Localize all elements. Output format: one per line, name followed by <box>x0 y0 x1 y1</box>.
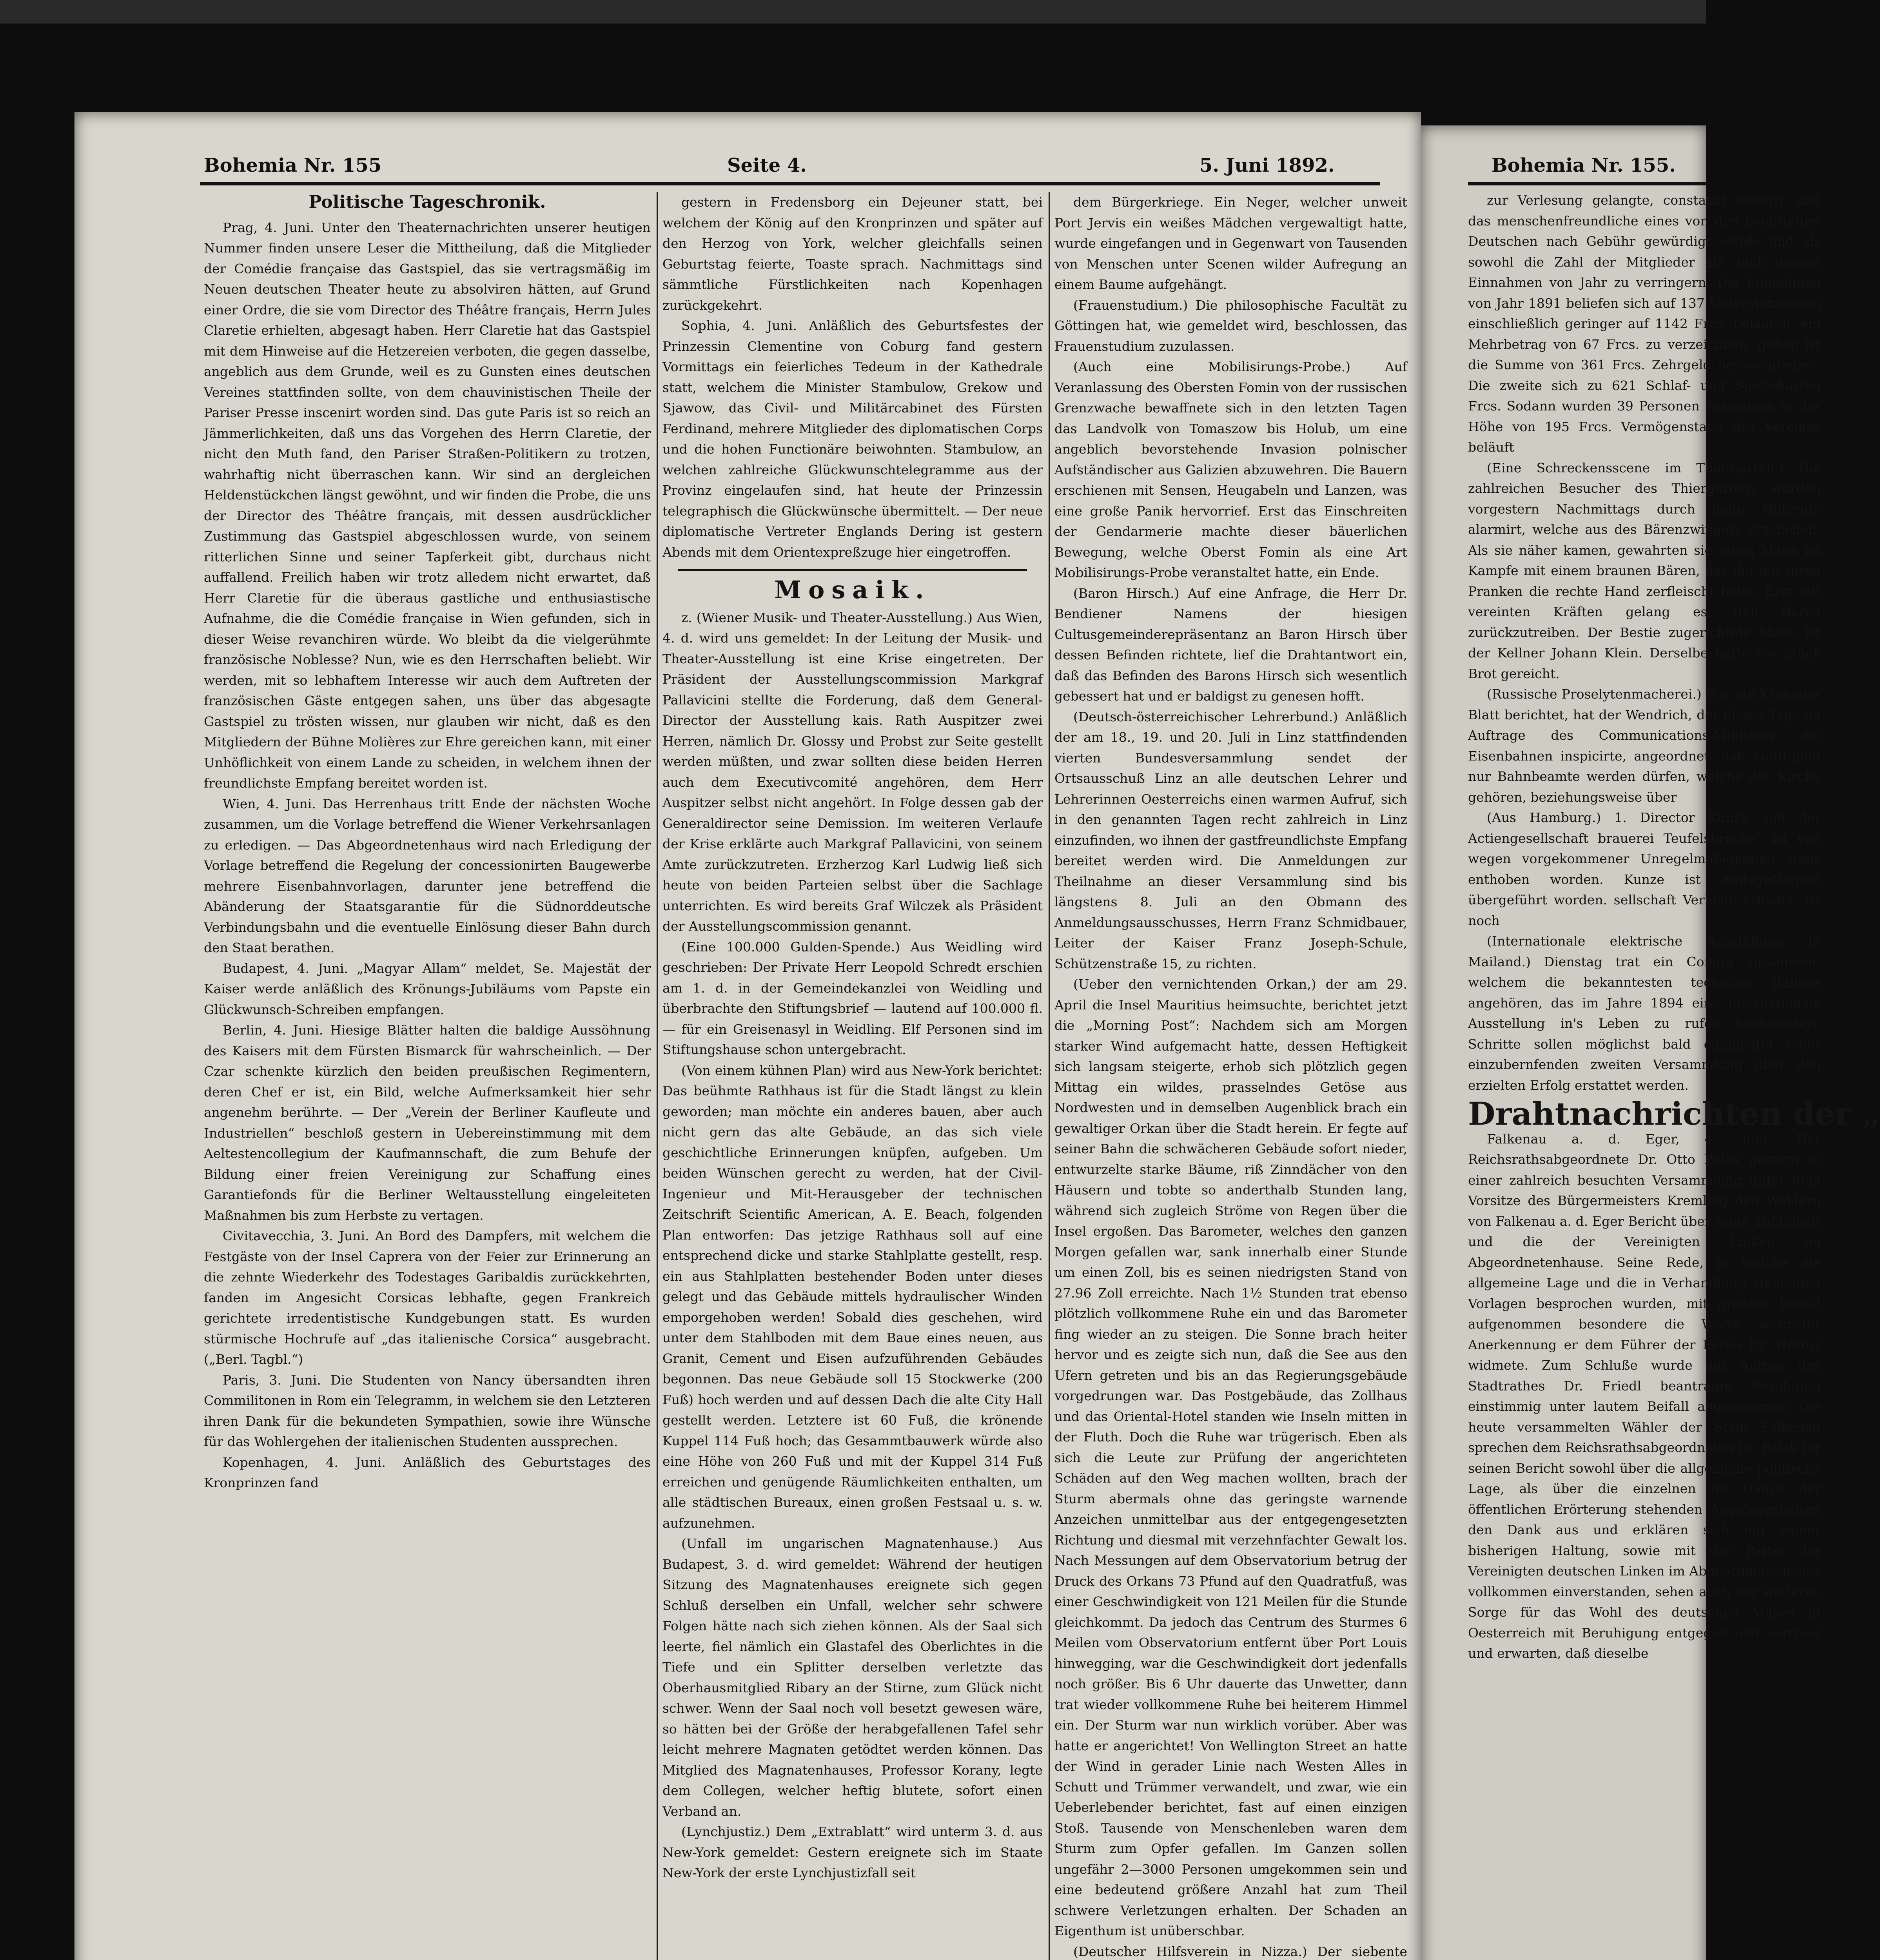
article-hilfsverein-cont: zur Verlesung gelangte, constatirt bauern, daß das menschenfreundliche eines von den bemittelten Deutschen nach Gebühr gewürdigt werde und als sowohl die Zahl der Mitglieder als auch dessen Einnahmen von Jahr zu verringern. Die Einnahmen von Jahr 1891 beliefen sich auf 137 Unterstützungen einschließlich geringer auf 1142 Frcs. belaufen, ein Mehrbetrag von 67 Frcs. zu verzeichnen; gaben ist die Summe von 361 Frcs. Zehrgeld hervorzuheben. Die zweite sich zu 621 Schlaf- und Speisekarten Frcs. Sodann wurden 39 Personen zusammen in der Höhe von 195 Frcs. Vermögenstand des Vereines beläuft <box>1468 192 1821 455</box>
article-musik-ausstellung: z. (Wiener Musik- und Theater-Ausstellung.) Aus Wien, 4. d. wird uns gemeldet: In der Leitung der Musik- und Theater-Ausstellung ist eine Krise eingetreten. Der Präsident der Ausstellungscommission Markgraf Pallavicini stellte die Forderung, daß dem General-Director der Ausstellung kais. Rath Auspitzer zwei Herren, nämlich Dr. Glossy und Probst zur Seite gestellt werden müßten, und zwar sollten diese beiden Herren auch dem Executivcomité angehören, dem Herr Auspitzer selbst nicht angehört. In Folge dessen gab der Generaldirector seine Demission. Im weiteren Verlaufe der Krise erklärte auch Markgraf Pallavicini, von seinem Amte zurückzutreten. Erzherzog Karl Ludwig ließ sich heute von beiden Parteien selbst über die Sachlage unterrichten. Es wird bereits Graf Wilczek als Präsident der Ausstellungscommission genannt. <box>662 610 1043 934</box>
article-kopenhagen-cont: gestern in Fredensborg ein Dejeuner statt, bei welchem der König auf den Kronprinzen und später auf den Herzog von York, welcher gleichfalls seinen Geburtstag feierte, Toaste sprach. Nachmittags sind sämmtliche Fürstlichkeiten nach Kopenhagen zurückgekehrt. <box>662 194 1043 313</box>
article-elektrische-ausstellung: (Internationale elektrische Ausstellung in Mailand.) Dienstag trat ein Comité zusammen, welchem die bekanntesten techniker Italiens angehören, das im Jahre 1894 eine internationale Ausstellung in's Leben zu rufen beabsichtigt. Schritte sollen möglichst bald eingeleitet einer einzubernfenden zweiten Versammlung über den erzielten Erfolg erstattet werden. <box>1468 933 1821 1093</box>
article-sophia: Sophia, 4. Juni. Anläßlich des Geburtsfestes der Prinzessin Clementine von Coburg fand gestern Vormittags ein feierliches Tedeum in der Kathedrale statt, welchem die Minister Stambulow, Grekow und Sjawow, das Civil- und Militärcabinet des Fürsten Ferdinand, mehrere Mitglieder des diplomatischen Corps und die hohen Functionäre beiwohnten. Stambulow, an welchen zahlreiche Glückwunschtelegramme aus der Provinz eingelaufen sind, hat heute der Prinzessin telegraphisch die Glückwünsche übermittelt. — Der neue diplomatische Vertreter Englands Dering ist gestern Abends mit dem Orientexpreßzuge hier eingetroffen. <box>662 318 1043 560</box>
article-lynchjustiz: (Lynchjustiz.) Dem „Extrablatt“ wird unterm 3. d. aus New-York gemeldet: Gestern ereignete sich im Staate New-York der erste Lynchjustizfall seit <box>662 1824 1043 1880</box>
article-falkenau: Falkenau a. d. Eger, 4. Juni. Der Reichsrathsabgeordnete Dr. Otto Polak gestern in einer zahlreich besuchten Versammlung unter dem Vorsitze des Bürgermeisters Kremling den Wählern von Falkenau a. d. Eger Bericht über seine Thätigkeit und die der Vereinigten Linken im Abgeordnetenhause. Seine Rede, in welche die allgemeine Lage und die in Verhandlung stehenden Vorlagen besprochen wurden, mit großem Beifall aufgenommen besondere die Worte wärmster Anerkennung er dem Führer der Partei Dr. Herbst widmete. Zum Schluße wurde auf Antrag des Stadtrathes Dr. Friedl beantragte Resolution einstimmig unter lautem Beifall angenommen: Die heute versammelten Wähler der Stadt Falkenau sprechen dem Reichsrathsabgeordneten Dr. Polak für seinen Bericht sowohl über die allgemeine politische Lage, als über die einzelnen im Hause der öffentlichen Erörterung stehenden Angelegenheiten den Dank aus und erklären sich mit seiner bisherigen Haltung, sowie mit der Partei der Vereinigten deutschen Linken im Abgeordnetenhause vollkommen einverstanden, sehen auch der weiteren Sorge für das Wohl des deutschen Volkes in Oesterreich mit Beruhigung entgegen und vertraut und erwarten, daß dieselbe <box>1468 1131 1821 1661</box>
article-hilfsverein-nizza: (Deutscher Hilfsverein in Nizza.) Der siebente <box>1073 1944 1407 1959</box>
right-column <box>1468 190 1880 1960</box>
right-page-header: Bohemia Nr. 155. <box>1492 154 1676 176</box>
article-prag: Prag, 4. Juni. Unter den Theaternachrichten unserer heutigen Nummer finden unsere Leser die Mittheilung, daß die Mitglieder der Comédie française das Gastspiel, das sie vertragsmäßig im Neuen deutschen Theater heute zu absolviren hätten, auf Grund einer Ordre, die sie vom Director des Théâtre français, Herrn Jules Claretie erhielten, abgesagt haben. Herr Claretie hat das Gastspiel mit dem Hinweise auf die Hetzereien verboten, die gegen dasselbe, angeblich aus dem Grunde, weil es zu Gunsten eines deutschen Vereines stattfinden sollte, von dem chauvinistischen Theile der Pariser Presse inscenirt worden sind. Das gute Paris ist so reich an Jämmerlichkeiten, daß uns das Vorgehen des Herrn Claretie, der nicht den Muth fand, den Pariser Straßen-Politikern zu trotzen, wahrhaftig nicht überraschen kann. Wir sind an dergleichen Heldenstückchen längst gewöhnt, und wir finden die Probe, die uns der Director des Théâtre français, mit dessen ausdrücklicher Zustimmung das Gastspiel abgeschlossen wurde, von seinem ritterlichen Sinne und seiner Tapferkeit gibt, durchaus nicht auffallend. Freilich haben wir trotz alledem nicht erwartet, daß Herr Claretie für die überaus gastliche und enthusiastische Aufnahme, die die Comédie française in Wien gefunden, sich in dieser Weise revanchiren würde. Wo bleibt da die vielgerühmte französische Noblesse? Nun, wie es den Herrschaften beliebt. Wir werden, mit so lebhaftem Interesse wir auch dem Auftreten der französischen Gäste entgegen sahen, uns über das abgesagte Gastspiel zu trösten wissen, nur glauben wir nicht, daß es den Mitgliedern der Bühne Molières zur Ehre gereichen kann, mit einer Unhöflichkeit von einem Lande zu scheiden, in welchem ihnen der freundlichste Empfang bereitet worden ist. <box>204 220 651 791</box>
article-schreckensscene: (Eine Schreckensscene im Thiergarten.) Die zahlreichen Besucher des Thiergartens wurden vorgestern Nachmittags durch laute Hilferufe alarmirt, welche aus des Bärenzwingers erschollen. Als sie näher kamen, gewahrten sie einen Mann im Kampfe mit einem braunen Bären, der ihn mit ihren Pranken die rechte Hand zerfleischt hatte. Erst mit vereinten Kräften gelang es, den Bären zurückzutreiben. Der Bestie zugerichtete Mann ist der Kellner Johann Klein. Derselbe hatte ein Stück Brot gereicht. <box>1468 460 1821 681</box>
article-budapest: Budapest, 4. Juni. „Magyar Allam“ meldet, Se. Majestät der Kaiser werde anläßlich des Krönungs-Jubiläums vom Papste ein Glückwunsch-Schreiben empfangen. <box>204 960 651 1017</box>
header-center: Seite 4. <box>727 154 807 176</box>
article-berlin: Berlin, 4. Juni. Hiesige Blätter halten die baldige Aussöhnung des Kaisers mit dem Fürsten Bismarck für wahrscheinlich. — Der Czar schenkte kürzlich den beiden preußischen Regimentern, deren Chef er ist, ein Bild, welche Aufmerksamkeit hier sehr angenehm berührte. — Der „Verein der Berliner Kaufleute und Industriellen“ beschloß gestern in Uebereinstimmung mit dem Aeltestencollegium der Kaufmannschaft, die zum Behufe der Bildung einer freien Vereinigung zur Schaffung eines Garantiefonds für die Berliner Weltausstellung eingeleiteten Maßnahmen bis zum Herbste zu vertagen. <box>204 1022 651 1223</box>
article-mobilisirungs-probe: (Auch eine Mobilisirungs-Probe.) Auf Veranlassung des Obersten Fomin von der russischen Grenzwache bewaffnete sich in den letzten Tagen das Landvolk von Tomaszow bis Holub, um eine angeblich bevorstehende Invasion polnischer Aufständischer aus Galizien abzuwehren. Die Bauern erschienen mit Sensen, Heugabeln und Lanzen, was eine große Panik hervorrief. Erst das Einschreiten der Gendarmerie machte dieser bäuerlichen Bewegung, welche Oberst Fomin als eine Art Mobilisirungs-Probe veranstaltet hatte, ein Ende. <box>1054 359 1407 580</box>
article-proselyten: (Russische Proselytenmacherei.) Wie ein Krakauer Blatt berichtet, hat der Wendrich, der dieser Tage im Auftrage des Communications-Ministers die Eisenbahnen inspicirte, angeordnet, daß künftighin nur Bahnbeamte werden dürfen, welche der Kirche gehören, beziehungsweise über <box>1468 686 1821 805</box>
article-orkan: (Ueber den vernichtenden Orkan,) der am 29. April die Insel Mauritius heimsuchte, berichtet jetzt die „Morning Post“: Nachdem sich am Morgen starker Wind aufgemacht hatte, dessen Heftigkeit sich langsam steigerte, erhob sich plötzlich gegen Mittag ein wildes, prasselndes Getöse aus Nordwesten und in demselben Augenblick brach ein gewaltiger Orkan über die Stadt herein. Er fegte auf seiner Bahn die schwächeren Gebäude sofort nieder, entwurzelte starke Bäume, riß Zinndächer von den Häusern und tobte so anderthalb Stunden lang, während sich zugleich Ströme von Regen über die Insel ergoßen. Das Barometer, welches den ganzen Morgen gefallen war, sank innerhalb einer Stunde um einen Zoll, bis es seinen niedrigsten Stand von 27.96 Zoll erreichte. Nach 1½ Stunden trat ebenso plötzlich vollkommene Ruhe ein und das Barometer fing wieder an zu steigen. Die Sonne brach heiter hervor und es zeigte sich nun, daß die See aus den Ufern getreten und bis an das Regierungsgebäude vorgedrungen war. Das Postgebäude, das Zollhaus und das Oriental-Hotel standen wie Inseln mitten in der Fluth. Doch die Ruhe war trügerisch. Eben als sich die Leute zur Prüfung der angerichteten Schäden auf den Weg machen wollten, brach der Sturm abermals ohne das geringste warnende Anzeichen unmittelbar aus der entgegengesetzten Richtung und diesmal mit verzehnfachter Gewalt los. Nach Messungen auf dem Observatorium betrug der Druck des Orkans 73 Pfund auf den Quadratfuß, was einer Geschwindigkeit von 121 Meilen für die Stunde gleichkommt. Da jedoch das Centrum des Sturmes 6 Meilen vom Observatorium entfernt über Port Louis hinwegging, war die Geschwindigkeit dort jedenfalls noch größer. Bis 6 Uhr dauerte das Unwetter, dann trat wieder vollkommene Ruhe bei heiterem Himmel ein. Der Sturm war nun wirklich vorüber. Aber was hatte er angerichtet! Von Wellington Street an hatte der Wind in gerader Linie nach Westen Alles in Schutt und Trümmer verwandelt, und zwar, wie ein Ueberlebender berichtet, fast auf einen einzigen Stoß. Tausende von Menschenleben waren dem Sturm zum Opfer gefallen. Im Ganzen sollen ungefähr 2—3000 Personen umgekommen sein und eine bedeutend größere Anzahl hat zum Theil schwere Verletzungen erhalten. Der Schaden an Eigenthum ist unüberschbar. <box>1054 976 1407 1938</box>
newspaper-page-right <box>1421 125 1880 1960</box>
article-lynchjustiz-cont: dem Bürgerkriege. Ein Neger, welcher unweit Port Jervis ein weißes Mädchen vergewaltigt hatte, wurde eingefangen und in Gegenwart von Tausenden von Menschen unter Scenen wilder Aufregung an einem Baume aufgehängt. <box>1054 194 1407 292</box>
column-divider-1 <box>657 192 658 1960</box>
column-1 <box>204 192 651 1960</box>
film-edge-top <box>0 0 1706 24</box>
article-gulden-spende: (Eine 100.000 Gulden-Spende.) Aus Weidling wird geschrieben: Der Private Herr Leopold Schredt erschien am 1. d. in der Gemeindekanzlei von Weidling und überbrachte den Stiftungsbrief — lautend auf 100.000 fl. — für ein Greisenasyl in Weidling. Elf Personen sind im Stiftungshause schon untergebracht. <box>662 939 1043 1057</box>
article-kopenhagen: Kopenhagen, 4. Juni. Anläßlich des Geburtstages des Kronprinzen fand <box>204 1454 651 1490</box>
header-left: Bohemia Nr. 155 <box>204 154 382 176</box>
section-heading-mosaik: Mosaik. <box>774 575 931 604</box>
newspaper-page-left <box>74 112 1421 1960</box>
article-hamburg: (Aus Hamburg.) 1. Director Kunze von der Actiengesellschaft brauerei Teufelsbrücke“ ist von wegen vorgekommener Unregelmäßigkeiten stens enthoben worden. Kunze ist Amtsgefängniß übergeführt worden. sellschaft Verluste erleidet, ist noch <box>1468 810 1821 928</box>
header-right: 5. Juni 1892. <box>1199 154 1335 176</box>
article-frauenstudium: (Frauenstudium.) Die philosophische Facultät zu Göttingen hat, wie gemeldet wird, beschlossen, das Frauenstudium zuzulassen. <box>1054 297 1407 354</box>
article-paris: Paris, 3. Juni. Die Studenten von Nancy übersandten ihren Commilitonen in Rom ein Telegramm, in welchem sie den Letzteren ihren Dank für die bekundeten Sympathien, sowie ihre Wünsche für das Wohlergehen der italienischen Studenten aussprechen. <box>204 1372 651 1449</box>
column-3 <box>1054 192 1407 1960</box>
article-civitavecchia: Civitavecchia, 3. Juni. An Bord des Dampfers, mit welchem die Festgäste von der Insel Caprera von der Feier zur Erinnerung an die zehnte Wiederkehr des Todestages Garibaldis zurückkehrten, fanden im Angesicht Corsicas lebhafte, gegen Frankreich gerichtete irredentistische Kundgebungen statt. Es wurden stürmische Hochrufe auf „das italienische Corsica“ ausgebracht. („Berl. Tagbl.“) <box>204 1228 651 1367</box>
article-magnatenhaus: (Unfall im ungarischen Magnatenhause.) Aus Budapest, 3. d. wird gemeldet: Während der heutigen Sitzung des Magnatenhauses ereignete sich gegen Schluß derselben ein Unfall, welcher sehr schwere Folgen hätte nach sich ziehen können. Als der Saal sich leerte, fiel nämlich ein Glastafel des Oberlichtes in die Tiefe und ein Splitter derselben verletzte das Oberhausmitglied Ribary an der Stirne, zum Glück nicht schwer. Wenn der Saal noch voll besetzt gewesen wäre, so hätten bei der Größe der herabgefallenen Tafel sehr leicht mehrere Magnaten getödtet werden können. Das Mitglied des Magnatenhauses, Professor Korany, legte dem Collegen, welcher heftig blutete, sofort einen Verband an. <box>662 1536 1043 1819</box>
column-divider-2 <box>1049 192 1050 1960</box>
article-wien: Wien, 4. Juni. Das Herrenhaus tritt Ende der nächsten Woche zusammen, um die Vorlage betreffend die Wiener Verkehrsanlagen zu erledigen. — Das Abgeordnetenhaus wird nach Erledigung der Vorlage betreffend die Regelung der concessionirten Baugewerbe mehrere Eisenbahnvorlagen, darunter jene betreffend die Abänderung der Staatsgarantie für die Südnorddeutsche Verbindungsbahn und die eventuelle Einlösung dieser Bahn durch den Staat berathen. <box>204 796 651 955</box>
section-separator <box>678 569 1027 571</box>
article-baron-hirsch: (Baron Hirsch.) Auf eine Anfrage, die Herr Dr. Bendiener Namens der hiesigen Cultusgemeinderepräsentanz an Baron Hirsch über dessen Befinden richtete, lief die Drahtantwort ein, daß das Befinden des Barons Hirsch sich wesentlich gebessert hat und er baldigst zu genesen hofft. <box>1054 585 1407 704</box>
column-2 <box>662 192 1043 1960</box>
article-lehrerbund: (Deutsch-österreichischer Lehrerbund.) Anläßlich der am 18., 19. und 20. Juli in Linz stattfindenden vierten Bundesversammlung sendet der Ortsausschuß Linz an alle deutschen Lehrer und Lehrerinnen Oesterreichs einen warmen Aufruf, sich in den genannten Tagen recht zahlreich in Linz einzufinden, wo ihnen der gastfreundlichste Empfang bereitet werden wird. Die Anmeldungen zur Theilnahme an dieser Versammlung sind bis längstens 8. Juli an den Obmann des Anmeldungsausschusses, Herrn Franz Schmidbauer, Leiter der Kaiser Franz Joseph-Schule, Schützenstraße 15, zu richten. <box>1054 709 1407 971</box>
section-heading-drahtnachrichten: Drahtnachrichten der „ <box>1468 1095 1880 1132</box>
section-heading-politische-tageschronik: Politische Tageschronik. <box>308 192 546 212</box>
right-header-rule <box>1468 182 1706 185</box>
header-rule <box>200 182 1380 185</box>
article-kuehner-plan: (Von einem kühnen Plan) wird aus New-York berichtet: Das beühmte Rathhaus ist für die Stadt längst zu klein geworden; man möchte ein anderes bauen, aber auch nicht gern das alte Gebäude, an das sich viele geschichtliche Erinnerungen knüpfen, aufgeben. Um beiden Wünschen gerecht zu werden, hat der Civil-Ingenieur und Mit-Herausgeber der technischen Zeitschrift Scientific American, A. E. Beach, folgenden Plan entworfen: Das jetzige Rathhaus soll auf eine entsprechend dicke und starke Stahlplatte gestellt, resp. ein aus Stahlplatten bestehender Boden unter dieses gelegt und das Gebäude mittels hydraulischer Winden emporgehoben werden! Sobald dies geschehen, wird unter dem Stahlboden mit dem Baue eines neuen, aus Granit, Cement und Eisen aufzuführenden Gebäudes begonnen. Das neue Gebäude soll 15 Stockwerke (200 Fuß) hoch werden und auf dessen Dach die alte City Hall gestellt werden. Letztere ist 60 Fuß, die krönende Kuppel 114 Fuß hoch; das Gesammtbauwerk würde also eine Höhe von 260 Fuß und mit der Kuppel 314 Fuß erreichen und genügende Räumlichkeiten enthalten, um alle städtischen Bureaux, einen großen Festsaal u. s. w. aufzunehmen. <box>662 1062 1043 1531</box>
